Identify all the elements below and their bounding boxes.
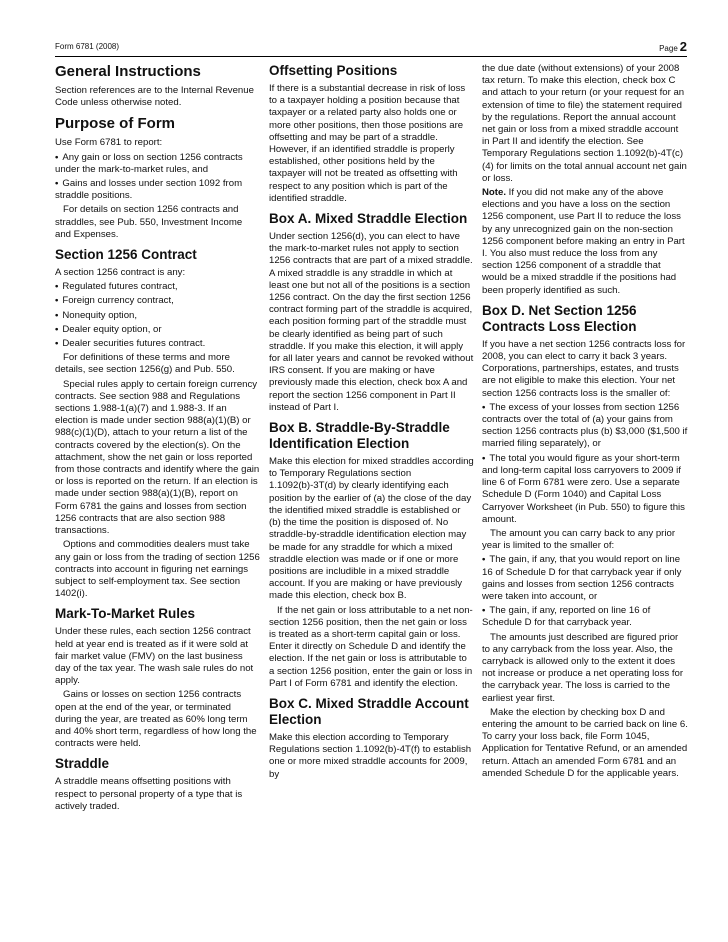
paragraph <box>482 187 688 297</box>
bullet-item: • The gain, if any, that you would report on line 16 of Schedule D for that carryback year if only gains and losses from section 1256 contracts were taken into account, or <box>482 554 688 603</box>
paragraph: If you have a net section 1256 contracts loss for 2008, you can elect to carry it back 3 years. Corporations, partnerships, estates, and trusts are not eligible to make this election. Your net section 1256 contracts loss is the smaller of: <box>482 338 686 399</box>
paragraph: Make the election by checking box D and entering the amount to be carried back on line 6. To carry your loss back, file Form 1045, Application for Tentative Refund, or an amended return. Attach an amended Form 6781 and an amended Schedule D for the applicable years. <box>482 706 688 779</box>
paragraph: The amount you can carry back to any prior year is limited to the smaller of: <box>482 527 676 552</box>
paragraph: Special rules apply to certain foreign currency contracts. See section 988 and Regulations sections 1.988-1(a)(7) and 1.988-3. If an election is made under section 988(a)(1)(B) or 988(c)(1)(D), attach to your return a list of the contracts covered by the election(s). On the attachment, show the net gain or loss reported from those contracts and identify where the gain or loss is reported on the return. If an election is made under section 988(a)(1)(B), report on Form 6781 the gains and losses from section 1256 contracts that are also section 988 transactions. <box>55 378 260 537</box>
bullet-item: • Any gain or loss on section 1256 contracts under the mark-to-market rules, and <box>55 152 260 176</box>
column-1 <box>55 63 260 815</box>
section-heading: Section 1256 Contract <box>55 247 197 263</box>
paragraph: Use Form 6781 to report: <box>55 137 163 149</box>
header-rule <box>55 56 687 57</box>
section-heading: Box B. Straddle-By-Straddle Identification Election <box>269 420 450 452</box>
bullet-item: • Gains and losses under section 1092 from straddle positions. <box>55 178 260 202</box>
paragraph: the due date (without extensions) of your 2008 tax return. To make this election, check box C and attach to your return (or your request for an extension of time to file) the statement required by the regulations. Report the annual account net gain or loss from a mixed straddle account in Part II and identify the election. See Temporary Regulations section 1.1092(b)-4T(c)(4) for limits on the total annual account net gain or loss. <box>482 63 687 184</box>
bullet-item: • Dealer equity option, or <box>55 324 260 336</box>
paragraph: Under section 1256(d), you can elect to have the mark-to-market rules not apply to section 1256 contracts that are part of a mixed straddle. A mixed straddle is any straddle in which at least one but not all of the positions is a section 1256 contract. On the day the first section 1256 contract forming part of the straddle is acquired, each position forming part of the straddle must be clearly identified as being part of such straddle. If you make this election, it will apply for all later years and cannot be revoked without IRS consent. If you are making or have previously made this election, check box A and report the section 1256 component in Part II instead of Part I. <box>269 231 474 413</box>
note-label: Note. <box>482 187 506 199</box>
section-heading: Mark-To-Market Rules <box>55 606 196 622</box>
paragraph: For definitions of these terms and more details, see section 1256(g) and Pub. 550. <box>55 352 235 376</box>
bullet-item: • Regulated futures contract, <box>55 281 260 293</box>
page-number: 2 <box>679 39 687 54</box>
paragraph: Make this election for mixed straddles according to Temporary Regulations section 1.1092(b)-3T(d) by clearly identifying each position by the earlier of (a) the close of the day the identified mixed straddle is established or (b) the time the position is disposed of. No straddle-by-straddle identification election may be made for any straddle for which a mixed straddle election was made or if one or more positions are includible in a mixed straddle account. If you are making or have previously made this election, check box B. <box>269 456 474 602</box>
section-heading: Purpose of Form <box>55 115 176 133</box>
bullet-item: • Nonequity option, <box>55 310 260 322</box>
paragraph: If the net gain or loss attributable to a net non-section 1256 position, then the net gain or loss is treated as a short-term capital gain or loss. Enter it directly on Schedule D and identify the election. If the net gain or loss is attributable to a section 1256 position, enter the gain or loss in Part I of Form 6781 and identify the election. <box>269 604 473 689</box>
page-indicator <box>659 39 687 54</box>
bullet-item: • The total you would figure as your short-term and long-term capital loss carryovers to 2009 if line 6 of Form 6781 were zero. Use a separate Schedule D (Form 1040) and Capital Loss Carryover Worksheet (in Pub. 550) to figure this amount. <box>482 453 688 526</box>
paragraph: Options and commodities dealers must take any gain or loss from the trading of section 1256 contracts into account in figuring net earnings subject to self-employment tax. See section 1402(i). <box>55 539 260 600</box>
paragraph: A section 1256 contract is any: <box>55 267 186 279</box>
paragraph-text: If you did not make any of the above elections and you have a loss on the section 1256 component, use Part II to reduce the loss by any unrecognized gain on the non-section 1256 component before making an entry in Part I. You also must reduce the loss from any section 1256 component of a straddle that would be a mixed straddle if the positions had been properly identified as such. <box>482 187 685 296</box>
bullet-item: • Foreign currency contract, <box>55 295 260 307</box>
form-label: Form 6781 (2008) <box>55 42 120 51</box>
section-heading: Box C. Mixed Straddle Account Election <box>269 695 469 727</box>
section-heading: Box A. Mixed Straddle Election <box>269 211 468 227</box>
bullet-item: • Dealer securities futures contract. <box>55 338 260 350</box>
paragraph: The amounts just described are figured prior to any carryback from the loss year. Also, the carryback is allowed only to the extent it does not increase or produce a net operating loss for the carryback year. The loss is carried to the earliest year first. <box>482 631 684 704</box>
paragraph: Gains or losses on section 1256 contracts open at the end of the year, or terminated during the year, are treated as 60% long term and 40% short term, regardless of how long the contracts were held. <box>55 689 257 750</box>
paragraph: A straddle means offsetting positions with respect to personal property of a type that is actively traded. <box>55 776 243 812</box>
column-2 <box>269 63 474 783</box>
paragraph: Under these rules, each section 1256 contract held at year end is treated as if it were sold at fair market value (FMV) on the last business day of the tax year. The wash sale rules do not apply. <box>55 626 254 687</box>
page-label: Page <box>659 44 678 53</box>
paragraph: Make this election according to Temporary Regulations section 1.1092(b)-4T(f) to establish one or more mixed straddle accounts for 2009, by <box>269 731 472 780</box>
section-heading: Offsetting Positions <box>269 63 398 78</box>
bullet-item: • The excess of your losses from section 1256 contracts over the total of (a) your gains from section 1256 contracts plus (b) $3,000 ($1,500 if married filing separately), or <box>482 402 688 451</box>
paragraph: Section references are to the Internal Revenue Code unless otherwise noted. <box>55 85 254 109</box>
bullet-item: • The gain, if any, reported on line 16 of Schedule D for that carryback year. <box>482 605 688 629</box>
section-heading: Box D. Net Section 1256 Contracts Loss Election <box>482 302 637 334</box>
paragraph: If there is a substantial decrease in risk of loss to a taxpayer holding a position because that taxpayer or a related party also holds one or more other positions, then those positions are offsetting and may be part of a straddle. However, if an identified straddle is properly established, other positions held by the taxpayer will not be treated as offsetting with respect to any position which is part of the identified straddle. <box>269 83 466 204</box>
section-heading: Straddle <box>55 756 110 772</box>
column-3 <box>482 63 688 782</box>
section-heading: General Instructions <box>55 63 201 80</box>
paragraph: For details on section 1256 contracts and straddles, see Pub. 550, Investment Income and Expenses. <box>55 204 243 240</box>
